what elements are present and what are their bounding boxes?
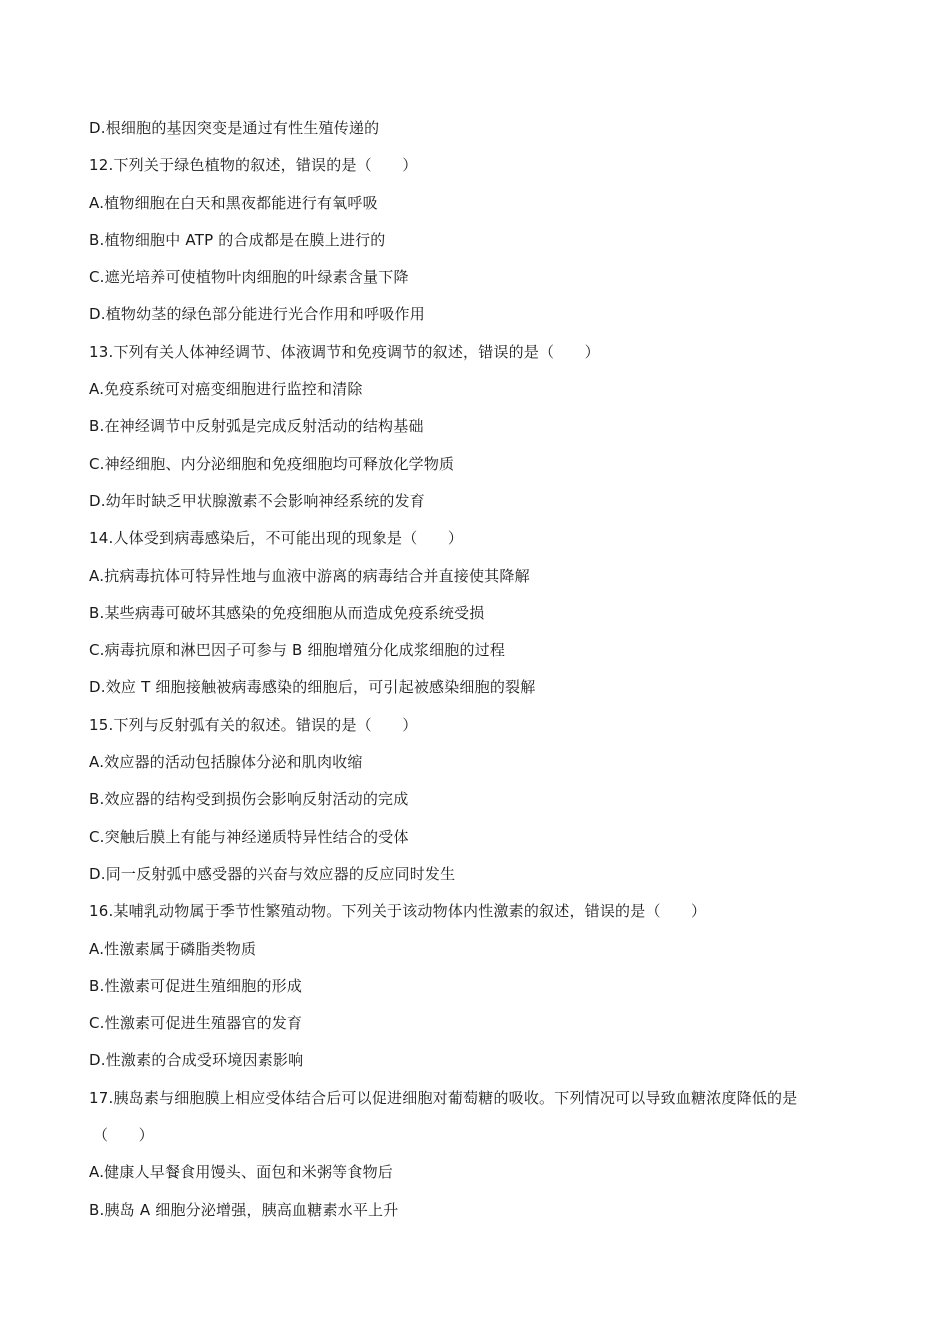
question-stem-17: 17.胰岛素与细胞膜上相应受体结合后可以促进细胞对葡萄糖的吸收。下列情况可以导致血糖浓度降低的是 [89, 1088, 798, 1107]
option-line: C.突触后膜上有能与神经递质特异性结合的受体 [89, 827, 409, 846]
option-line: C.遮光培养可使植物叶肉细胞的叶绿素含量下降 [89, 268, 409, 287]
option-line: B.胰岛 A 细胞分泌增强，胰高血糖素水平上升 [89, 1200, 399, 1219]
question-stem-12: 12.下列关于绿色植物的叙述，错误的是（ ） [89, 156, 418, 175]
option-line: D.同一反射弧中感受器的兴奋与效应器的反应同时发生 [89, 864, 456, 883]
question-stem-16: 16.某哺乳动物属于季节性繁殖动物。下列关于该动物体内性激素的叙述，错误的是（ ） [89, 902, 707, 921]
option-line: D.根细胞的基因突变是通过有性生殖传递的 [89, 119, 380, 137]
question-text-block [89, 118, 889, 1237]
option-line: B.某些病毒可破坏其感染的免疫细胞从而造成免疫系统受损 [89, 603, 485, 622]
option-line: A.免疫系统可对癌变细胞进行监控和清除 [89, 380, 363, 399]
option-line: D.植物幼茎的绿色部分能进行光合作用和呼吸作用 [89, 305, 425, 324]
option-line: D.幼年时缺乏甲状腺激素不会影响神经系统的发育 [89, 491, 425, 510]
option-line: B.性激素可促进生殖细胞的形成 [89, 976, 303, 995]
option-line: C.性激素可促进生殖器官的发育 [89, 1014, 303, 1033]
option-line: D.效应 T 细胞接触被病毒感染的细胞后，可引起被感染细胞的裂解 [89, 678, 536, 697]
option-line: A.效应器的活动包括腺体分泌和肌肉收缩 [89, 753, 363, 772]
option-line: D.性激素的合成受环境因素影响 [89, 1051, 304, 1070]
question-stem-15: 15.下列与反射弧有关的叙述。错误的是（ ） [89, 715, 418, 734]
option-line: A.性激素属于磷脂类物质 [89, 939, 257, 958]
option-line: A.植物细胞在白天和黑夜都能进行有氧呼吸 [89, 193, 378, 212]
option-line: C.病毒抗原和淋巴因子可参与 B 细胞增殖分化成浆细胞的过程 [89, 641, 506, 660]
question-stem-14: 14.人体受到病毒感染后，不可能出现的现象是（ ） [89, 529, 464, 548]
option-line: A.抗病毒抗体可特异性地与血液中游离的病毒结合并直接使其降解 [89, 566, 530, 585]
answer-bracket: （ ） [93, 1126, 154, 1145]
option-line: A.健康人早餐食用馒头、面包和米粥等食物后 [89, 1163, 393, 1182]
option-line: C.神经细胞、内分泌细胞和免疫细胞均可释放化学物质 [89, 454, 455, 473]
option-line: B.植物细胞中 ATP 的合成都是在膜上进行的 [89, 230, 386, 249]
question-stem-13: 13.下列有关人体神经调节、体液调节和免疫调节的叙述，错误的是（ ） [89, 342, 600, 361]
option-line: B.效应器的结构受到损伤会影响反射活动的完成 [89, 790, 409, 809]
option-line: B.在神经调节中反射弧是完成反射活动的结构基础 [89, 417, 424, 436]
